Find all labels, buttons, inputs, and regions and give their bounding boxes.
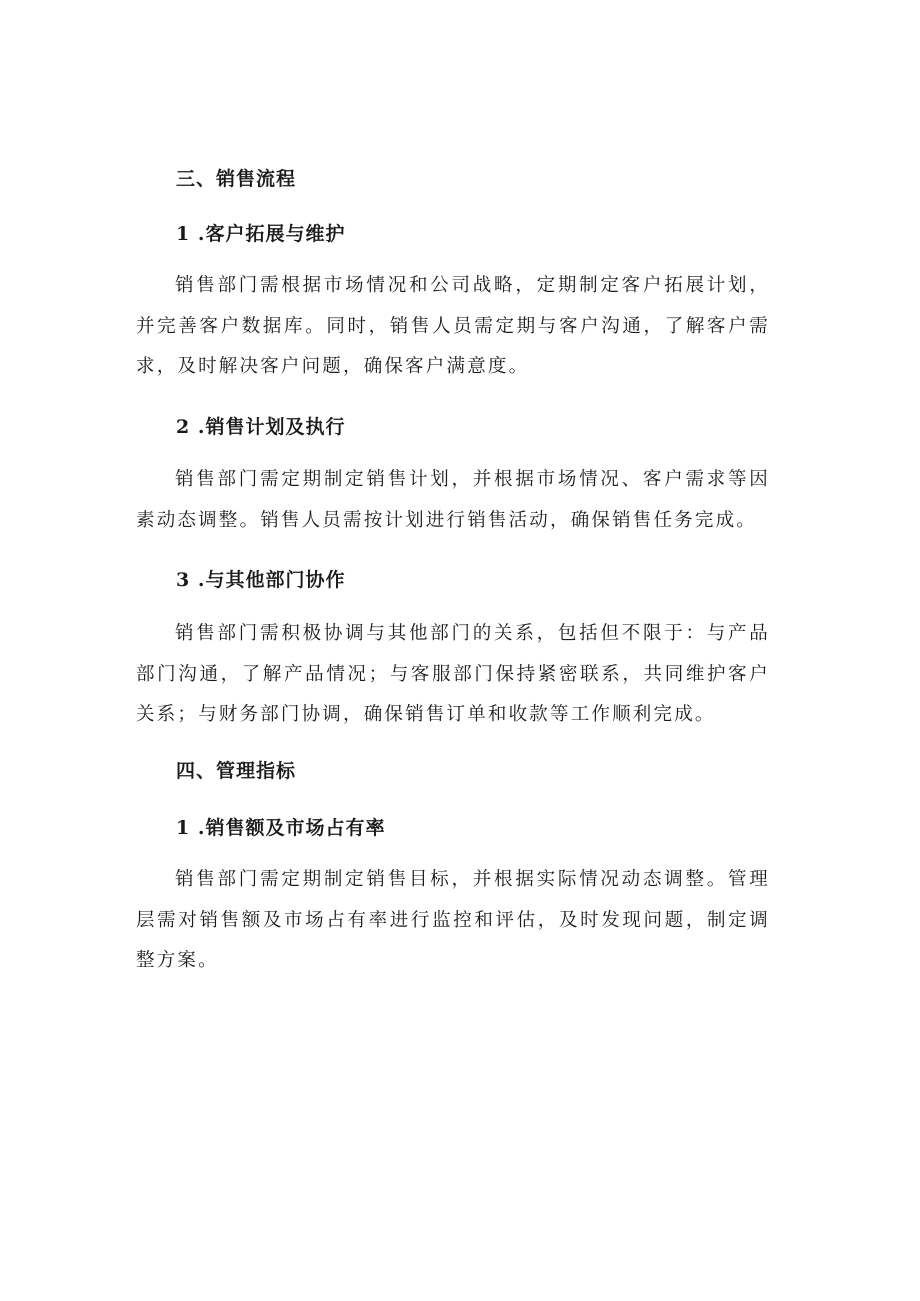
paragraph-sales-plan: 销售部门需定期制定销售计划，并根据市场情况、客户需求等因素动态调整。销售人员需按计划进行销售活动，确保销售任务完成。 [136,469,770,531]
section-heading-sales-process: 三、销售流程 [176,168,297,190]
subheading-sales-market-share: 1 .销售额及市场占有率 [176,817,386,839]
paragraph-customer-expansion: 销售部门需根据市场情况和公司战略，定期制定客户拓展计划，并完善客户数据库。同时，销售人员需定期与客户沟通，了解客户需求，及时解决客户问题，确保客户满意度。 [136,275,770,377]
section-heading-management-metrics: 四、管理指标 [176,760,297,782]
subheading-customer-expansion: 1 .客户拓展与维护 [176,223,346,245]
paragraph-sales-market-share: 销售部门需定期制定销售目标，并根据实际情况动态调整。管理层需对销售额及市场占有率进行监控和评估，及时发现问题，制定调整方案。 [136,869,770,971]
subheading-department-collaboration: 3 .与其他部门协作 [176,569,346,591]
subheading-sales-plan: 2 .销售计划及执行 [176,416,346,438]
paragraph-department-collaboration: 销售部门需积极协调与其他部门的关系，包括但不限于：与产品部门沟通，了解产品情况；与客服部门保持紧密联系，共同维护客户关系；与财务部门协调，确保销售订单和收款等工作顺利完成。 [136,623,770,725]
